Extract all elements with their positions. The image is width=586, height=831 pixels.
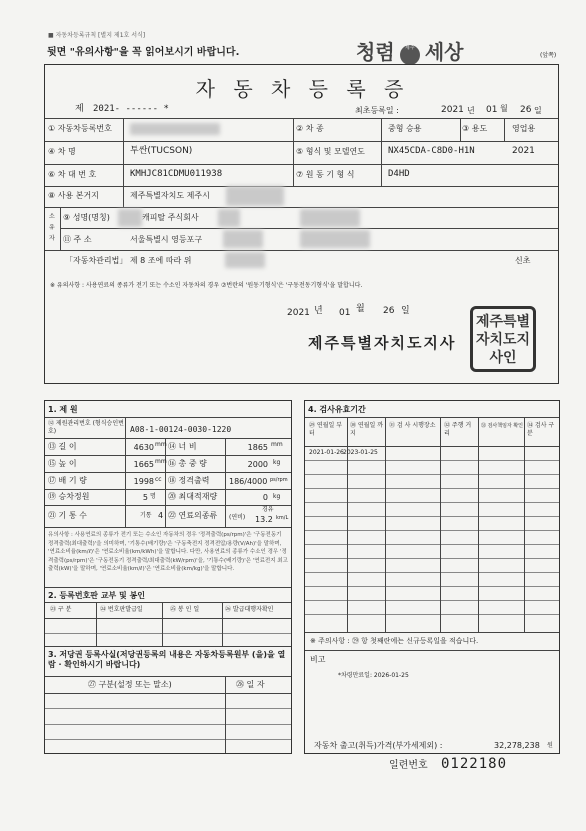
address-redacted: [226, 186, 284, 206]
s22-paren: (연비): [229, 514, 246, 521]
s14-value: 1865: [247, 443, 268, 452]
first-reg-day-unit: 일: [534, 106, 542, 115]
f6-label: ⑥ 차 대 번 호: [48, 170, 97, 179]
price-value: 32,278,238: [494, 741, 540, 750]
inspection-c32: ㉜ 주행 거리: [444, 422, 472, 437]
inspection-c29: ㉙ 연월일 부터: [309, 422, 342, 437]
first-reg-label: 최초등록일 :: [355, 106, 399, 115]
owner-label: 소유자: [49, 213, 55, 242]
inspection-c33: ㉝ 검사책임자 확인: [481, 423, 523, 429]
s18-label: ⑱ 정격출력: [168, 476, 210, 485]
owner-address-redacted: [223, 230, 263, 248]
inspection-row1-to: 2023-01-25: [343, 449, 378, 456]
mortgage-c27: ㉗ 구분(설정 또는 말소): [88, 680, 172, 689]
remark-value: *차령만료일: 2026-01-25: [338, 672, 409, 679]
plate-c23: ㉓ 구 분: [50, 606, 72, 613]
spec-heading: 1. 제 원: [48, 405, 78, 414]
f5-label: ⑤ 형식 및 모델연도: [296, 147, 365, 156]
s20-unit: kg: [273, 493, 281, 500]
inspection-c34: ㉞ 검사 구분: [527, 422, 555, 437]
s17-value: 1998: [133, 477, 154, 486]
logo-stamp-icon: 제주: [400, 45, 420, 65]
s18-unit: ps/rpm: [270, 477, 288, 483]
spec-panel: [44, 400, 292, 754]
first-reg-day: 26: [520, 105, 532, 115]
s21-unit: 기통: [140, 512, 152, 519]
owner-id-redacted-2: [300, 209, 360, 227]
issuing-authority: 제주특별자치도지사: [308, 334, 457, 352]
f2-label: ② 차 종: [296, 124, 324, 133]
s19-label: ⑲ 승차정원: [48, 492, 90, 501]
f4-value: 투싼(TUCSON): [130, 146, 193, 156]
s22-fuel: 경유: [262, 506, 274, 513]
s22-label: ㉒ 연료의종류: [168, 511, 218, 520]
notice-text: 뒷면 "유의사항"을 꼭 읽어보시기 바랍니다.: [47, 47, 240, 58]
s16-label: ⑯ 총 중 량: [168, 459, 207, 468]
f7-value: D4HD: [388, 169, 410, 179]
fuel-notice: ※ 유의사항 : 사용연료의 종류가 전기 또는 수소인 자동차의 경우 ⑦번란의 '원동기형식'은 '구동전동기형식'을 말합니다.: [50, 282, 363, 289]
plate-c26: ㉖ 발급대행자확인: [225, 606, 274, 613]
first-reg-month-unit: 월: [500, 104, 508, 113]
f8-label: ⑧ 사용 본거지: [48, 191, 99, 200]
f11-label: ⑪ 주 소: [63, 235, 92, 244]
issue-year: 2021: [287, 308, 310, 318]
first-reg-month: 01: [486, 105, 498, 115]
side-note: (앞쪽): [540, 52, 557, 59]
s13-value: 4630: [133, 443, 154, 452]
f7-label: ⑦ 원 동 기 형 식: [296, 170, 355, 179]
f4-label: ④ 차 명: [48, 147, 76, 156]
s17-label: ⑰ 배 기 량: [48, 476, 87, 485]
serial-label: 일련번호: [389, 760, 428, 771]
s16-unit: kg: [273, 459, 281, 466]
f9-value: 캐피탈 주식회사: [142, 213, 199, 222]
plate-c25: ㉕ 봉 인 일: [170, 606, 200, 613]
f6-value: KMHJC81CDMU011938: [130, 169, 223, 179]
s19-unit: 명: [150, 493, 156, 500]
owner-id-redacted: [218, 209, 240, 227]
s14-label: ⑭ 너 비: [168, 442, 197, 451]
first-reg-year-unit: 년: [467, 106, 475, 115]
issue-year-unit: 년: [314, 306, 323, 316]
reg-no-value: 2021- ------ *: [93, 104, 169, 114]
owner-name-redacted: [118, 209, 142, 227]
s22-value: 13.2: [255, 515, 273, 524]
law-statement: 「자동차관리법」 제 8 조에 따라 위: [65, 256, 192, 265]
s13-unit: mm: [155, 441, 167, 448]
price-unit: 원: [547, 742, 553, 749]
issue-month: 01: [339, 308, 351, 318]
mortgage-heading: 3. 저당권 등록사실(저당권등록의 내용은 자동차등록원부 (을)을 열람 · 확인하시기 바랍니다): [48, 650, 286, 669]
inspection-c30: ㉚ 연월일 까지: [350, 422, 383, 437]
statement-suffix: 신초: [515, 256, 531, 265]
s17-unit: cc: [155, 476, 162, 483]
s19-value: 5: [142, 493, 148, 502]
f5-year: 2021: [512, 146, 535, 156]
owner-address-redacted-2: [300, 230, 370, 248]
s21-label: ㉑ 기 통 수: [48, 511, 87, 520]
caution-text: ※ 주의사항 : ㉙ 항 첫째란에는 신규등록일을 적습니다.: [310, 637, 479, 645]
first-reg-year: 2021: [441, 105, 464, 115]
s20-label: ⑳ 최대적재량: [168, 492, 218, 501]
s15-unit: mm: [155, 458, 167, 465]
document-title: 자 동 차 등 록 증: [195, 77, 410, 101]
f2-value: 중형 승용: [388, 124, 422, 133]
f3-value: 영업용: [512, 124, 536, 133]
official-seal: 제주특별자치도지사인: [470, 306, 536, 372]
inspection-row1-from: 2021-01-26: [309, 449, 344, 456]
f3-label: ③ 용도: [462, 124, 488, 133]
issue-month-unit: 월: [356, 304, 365, 314]
s12-value: A08-1-00124-0030-1220: [130, 425, 232, 434]
anti-corruption-logo: [356, 36, 463, 65]
inspection-c31: ㉛ 검 사 시행장소: [389, 422, 436, 429]
s21-value: 4: [158, 511, 164, 520]
s20-value: 0: [262, 493, 268, 502]
mortgage-c28: ㉘ 일 자: [236, 680, 265, 689]
reg-number-redacted: [130, 123, 220, 135]
form-reference: ■ 자동차등록규칙 [별지 제1호 서식]: [48, 32, 146, 39]
logo-right-text: 세상: [424, 40, 464, 64]
s12-label: ⑫ 제원관리번호 (형식승인번호): [48, 420, 124, 435]
price-label: 자동차 출고(취득)가격(부가세제외) :: [314, 741, 443, 750]
f1-label: ① 자동차등록번호: [48, 124, 112, 133]
f9-label: ⑨ 성명(명칭): [63, 213, 110, 222]
s13-label: ⑬ 길 이: [48, 442, 77, 451]
f11-value: 서울특별시 영등포구: [130, 235, 203, 244]
s18-value: 186/4000: [229, 477, 268, 486]
issue-day: 26: [383, 306, 395, 316]
reg-no-label: 제: [75, 104, 84, 114]
spec-fine-print: 유의사항 : 사용연료의 종류가 전기 또는 수소인 자동차의 경우 '정격출력(ps/rpm)'은 '구동전동기 정격출력(최대출력)'을 의미하며, '기통수(배기량)'은 '구동축전지 정격전압/용량(V/Ah)'을 말하며, '연료소비율(km/ℓ)'은 '연료소비율(km/kWh)'을 말합니다. 다만, 사용연료의 종류가 수소인 경우 '정격출력(ps/rpm)'은 '구동전동기 정격출력/최대출력(kW/rpm)'을, '기통수(배기량)'은 '연료전지 최고출력(kW)'을 말하며, '연료소비율(km/ℓ)'은 '연료소비율(km/kg)'을 말합니다.: [48, 532, 288, 572]
s15-value: 1665: [133, 460, 154, 469]
remark-label: 비고: [310, 655, 326, 664]
logo-left-text: 청렴: [356, 40, 395, 64]
f5-value: NX45CDA-C8D0-H1N: [388, 146, 475, 156]
issue-day-unit: 일: [401, 306, 410, 316]
f8-value: 제주특별자치도 제주시: [130, 191, 210, 200]
statement-redacted: [225, 252, 265, 268]
plate-c24: ㉔ 번호판발급일: [100, 606, 143, 613]
s16-value: 2000: [247, 460, 268, 469]
serial-number: 0122180: [441, 756, 508, 772]
s22-unit: km/L: [276, 515, 289, 521]
s14-unit: mm: [271, 441, 283, 448]
plate-heading: 2. 등록번호판 교부 및 봉인: [48, 591, 146, 600]
inspection-heading: 4. 검사유효기간: [308, 405, 366, 414]
s15-label: ⑮ 높 이: [48, 459, 77, 468]
